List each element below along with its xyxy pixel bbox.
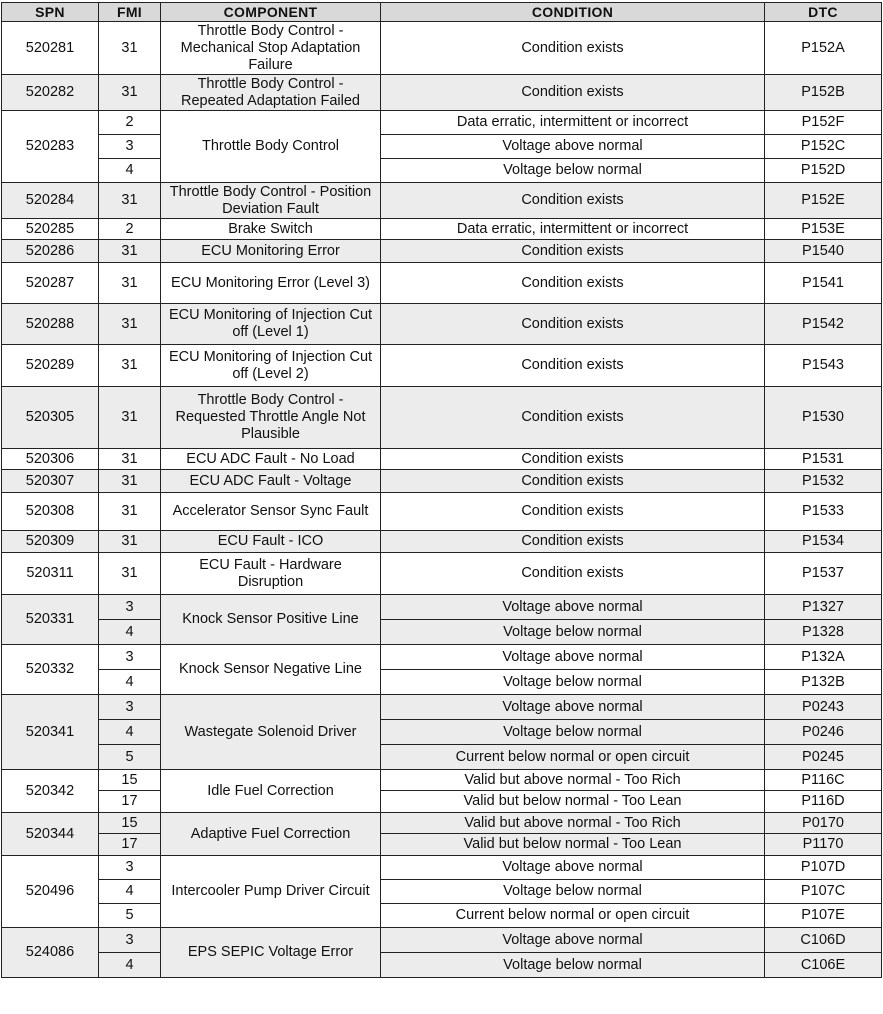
fmi-cell: 3 <box>99 928 161 953</box>
condition-cell: Data erratic, intermittent or incorrect <box>381 111 765 135</box>
dtc-cell: P152C <box>765 135 882 159</box>
spn-cell: 520287 <box>2 263 99 304</box>
condition-cell: Condition exists <box>381 553 765 595</box>
spn-cell: 520305 <box>2 387 99 449</box>
condition-cell: Voltage below normal <box>381 880 765 904</box>
table-row <box>2 620 882 645</box>
condition-cell: Voltage above normal <box>381 695 765 720</box>
spn-cell: 520288 <box>2 304 99 345</box>
component-cell: Throttle Body Control <box>161 111 381 183</box>
header-fmi: FMI <box>99 3 161 22</box>
dtc-cell: P152F <box>765 111 882 135</box>
dtc-cell: P132A <box>765 645 882 670</box>
table-row <box>2 263 882 304</box>
table-row <box>2 645 882 670</box>
fmi-cell: 2 <box>99 111 161 135</box>
spn-cell: 520284 <box>2 183 99 219</box>
condition-cell: Voltage below normal <box>381 670 765 695</box>
table-row <box>2 493 882 531</box>
dtc-cell: P152E <box>765 183 882 219</box>
component-cell: Wastegate Solenoid Driver <box>161 695 381 770</box>
condition-cell: Current below normal or open circuit <box>381 745 765 770</box>
spn-cell: 520311 <box>2 553 99 595</box>
table-row <box>2 304 882 345</box>
component-cell: ECU ADC Fault - No Load <box>161 449 381 470</box>
spn-cell: 520306 <box>2 449 99 470</box>
table-row <box>2 670 882 695</box>
condition-cell: Voltage above normal <box>381 928 765 953</box>
table-row <box>2 953 882 978</box>
spn-cell: 520285 <box>2 219 99 240</box>
fmi-cell: 3 <box>99 695 161 720</box>
condition-cell: Valid but above normal - Too Rich <box>381 770 765 791</box>
dtc-cell: P1541 <box>765 263 882 304</box>
spn-cell: 520341 <box>2 695 99 770</box>
spn-cell: 524086 <box>2 928 99 978</box>
table-row <box>2 111 882 135</box>
table-row <box>2 553 882 595</box>
fmi-cell: 4 <box>99 880 161 904</box>
component-cell: Knock Sensor Negative Line <box>161 645 381 695</box>
fmi-cell: 31 <box>99 449 161 470</box>
table-row <box>2 720 882 745</box>
fmi-cell: 31 <box>99 387 161 449</box>
table-row <box>2 159 882 183</box>
fmi-cell: 31 <box>99 304 161 345</box>
dtc-cell: P0245 <box>765 745 882 770</box>
table-row <box>2 470 882 493</box>
spn-cell: 520309 <box>2 531 99 553</box>
condition-cell: Voltage below normal <box>381 620 765 645</box>
table-row <box>2 449 882 470</box>
spn-cell: 520331 <box>2 595 99 645</box>
fmi-cell: 31 <box>99 75 161 111</box>
table-row <box>2 240 882 263</box>
fmi-cell: 31 <box>99 531 161 553</box>
component-cell: Knock Sensor Positive Line <box>161 595 381 645</box>
condition-cell: Condition exists <box>381 470 765 493</box>
dtc-cell: P152B <box>765 75 882 111</box>
fmi-cell: 31 <box>99 183 161 219</box>
component-cell: Intercooler Pump Driver Circuit <box>161 856 381 928</box>
table-body <box>2 22 882 978</box>
condition-cell: Condition exists <box>381 387 765 449</box>
fmi-cell: 31 <box>99 553 161 595</box>
table-row <box>2 880 882 904</box>
spn-cell: 520289 <box>2 345 99 387</box>
fmi-cell: 31 <box>99 470 161 493</box>
fmi-cell: 15 <box>99 770 161 791</box>
table-row <box>2 22 882 75</box>
condition-cell: Voltage below normal <box>381 159 765 183</box>
table-row <box>2 183 882 219</box>
condition-cell: Voltage below normal <box>381 720 765 745</box>
dtc-cell: C106D <box>765 928 882 953</box>
condition-cell: Data erratic, intermittent or incorrect <box>381 219 765 240</box>
condition-cell: Voltage below normal <box>381 953 765 978</box>
component-cell: ECU ADC Fault - Voltage <box>161 470 381 493</box>
table-row <box>2 856 882 880</box>
condition-cell: Condition exists <box>381 449 765 470</box>
fmi-cell: 31 <box>99 240 161 263</box>
table-row <box>2 695 882 720</box>
fmi-cell: 5 <box>99 904 161 928</box>
table-row <box>2 904 882 928</box>
fmi-cell: 4 <box>99 620 161 645</box>
condition-cell: Valid but above normal - Too Rich <box>381 813 765 834</box>
dtc-cell: P1170 <box>765 834 882 856</box>
dtc-cell: P1531 <box>765 449 882 470</box>
dtc-cell: P152D <box>765 159 882 183</box>
fmi-cell: 5 <box>99 745 161 770</box>
dtc-cell: P1542 <box>765 304 882 345</box>
fmi-cell: 3 <box>99 135 161 159</box>
dtc-cell: C106E <box>765 953 882 978</box>
spn-cell: 520308 <box>2 493 99 531</box>
fmi-cell: 4 <box>99 670 161 695</box>
condition-cell: Voltage above normal <box>381 595 765 620</box>
dtc-cell: P1534 <box>765 531 882 553</box>
component-cell: Throttle Body Control - Requested Throttle Angle Not Plausible <box>161 387 381 449</box>
dtc-cell: P1543 <box>765 345 882 387</box>
fmi-cell: 17 <box>99 791 161 813</box>
component-cell: Throttle Body Control - Position Deviation Fault <box>161 183 381 219</box>
component-cell: Idle Fuel Correction <box>161 770 381 813</box>
dtc-cell: P107C <box>765 880 882 904</box>
dtc-cell: P1327 <box>765 595 882 620</box>
header-row <box>2 3 882 22</box>
table-row <box>2 387 882 449</box>
table-row <box>2 813 882 834</box>
component-cell: ECU Fault - ICO <box>161 531 381 553</box>
table-row <box>2 834 882 856</box>
fmi-cell: 31 <box>99 22 161 75</box>
spn-cell: 520283 <box>2 111 99 183</box>
table-row <box>2 595 882 620</box>
dtc-table <box>1 2 882 978</box>
dtc-cell: P152A <box>765 22 882 75</box>
condition-cell: Condition exists <box>381 240 765 263</box>
fmi-cell: 4 <box>99 159 161 183</box>
component-cell: EPS SEPIC Voltage Error <box>161 928 381 978</box>
header-component: COMPONENT <box>161 3 381 22</box>
dtc-cell: P132B <box>765 670 882 695</box>
fmi-cell: 4 <box>99 953 161 978</box>
condition-cell: Condition exists <box>381 22 765 75</box>
condition-cell: Current below normal or open circuit <box>381 904 765 928</box>
spn-cell: 520344 <box>2 813 99 856</box>
dtc-cell: P107D <box>765 856 882 880</box>
dtc-cell: P0246 <box>765 720 882 745</box>
fmi-cell: 17 <box>99 834 161 856</box>
condition-cell: Condition exists <box>381 304 765 345</box>
condition-cell: Voltage above normal <box>381 856 765 880</box>
component-cell: Adaptive Fuel Correction <box>161 813 381 856</box>
table-row <box>2 531 882 553</box>
dtc-cell: P1532 <box>765 470 882 493</box>
fmi-cell: 31 <box>99 493 161 531</box>
component-cell: ECU Monitoring of Injection Cut off (Level 2) <box>161 345 381 387</box>
dtc-cell: P0243 <box>765 695 882 720</box>
spn-cell: 520332 <box>2 645 99 695</box>
spn-cell: 520282 <box>2 75 99 111</box>
dtc-cell: P1530 <box>765 387 882 449</box>
table-row <box>2 135 882 159</box>
spn-cell: 520286 <box>2 240 99 263</box>
fmi-cell: 3 <box>99 645 161 670</box>
spn-cell: 520496 <box>2 856 99 928</box>
component-cell: ECU Monitoring Error (Level 3) <box>161 263 381 304</box>
table-row <box>2 75 882 111</box>
header-spn: SPN <box>2 3 99 22</box>
condition-cell: Condition exists <box>381 493 765 531</box>
table-row <box>2 219 882 240</box>
header-condition: CONDITION <box>381 3 765 22</box>
component-cell: Throttle Body Control - Mechanical Stop Adaptation Failure <box>161 22 381 75</box>
fmi-cell: 3 <box>99 856 161 880</box>
header-dtc: DTC <box>765 3 882 22</box>
condition-cell: Condition exists <box>381 345 765 387</box>
condition-cell: Condition exists <box>381 75 765 111</box>
condition-cell: Valid but below normal - Too Lean <box>381 791 765 813</box>
table-row <box>2 745 882 770</box>
table-row <box>2 928 882 953</box>
component-cell: ECU Fault - Hardware Disruption <box>161 553 381 595</box>
fmi-cell: 31 <box>99 345 161 387</box>
condition-cell: Condition exists <box>381 183 765 219</box>
table-row <box>2 345 882 387</box>
spn-cell: 520281 <box>2 22 99 75</box>
component-cell: Accelerator Sensor Sync Fault <box>161 493 381 531</box>
dtc-cell: P116C <box>765 770 882 791</box>
dtc-cell: P107E <box>765 904 882 928</box>
condition-cell: Condition exists <box>381 263 765 304</box>
fmi-cell: 4 <box>99 720 161 745</box>
condition-cell: Condition exists <box>381 531 765 553</box>
table-row <box>2 770 882 791</box>
dtc-cell: P0170 <box>765 813 882 834</box>
spn-cell: 520307 <box>2 470 99 493</box>
dtc-cell: P1540 <box>765 240 882 263</box>
condition-cell: Voltage above normal <box>381 645 765 670</box>
condition-cell: Valid but below normal - Too Lean <box>381 834 765 856</box>
dtc-cell: P1533 <box>765 493 882 531</box>
component-cell: Throttle Body Control - Repeated Adaptation Failed <box>161 75 381 111</box>
dtc-cell: P1328 <box>765 620 882 645</box>
dtc-cell: P1537 <box>765 553 882 595</box>
fmi-cell: 2 <box>99 219 161 240</box>
component-cell: ECU Monitoring of Injection Cut off (Level 1) <box>161 304 381 345</box>
spn-cell: 520342 <box>2 770 99 813</box>
table-row <box>2 791 882 813</box>
component-cell: ECU Monitoring Error <box>161 240 381 263</box>
dtc-cell: P116D <box>765 791 882 813</box>
fmi-cell: 3 <box>99 595 161 620</box>
component-cell: Brake Switch <box>161 219 381 240</box>
dtc-cell: P153E <box>765 219 882 240</box>
fmi-cell: 31 <box>99 263 161 304</box>
condition-cell: Voltage above normal <box>381 135 765 159</box>
fmi-cell: 15 <box>99 813 161 834</box>
